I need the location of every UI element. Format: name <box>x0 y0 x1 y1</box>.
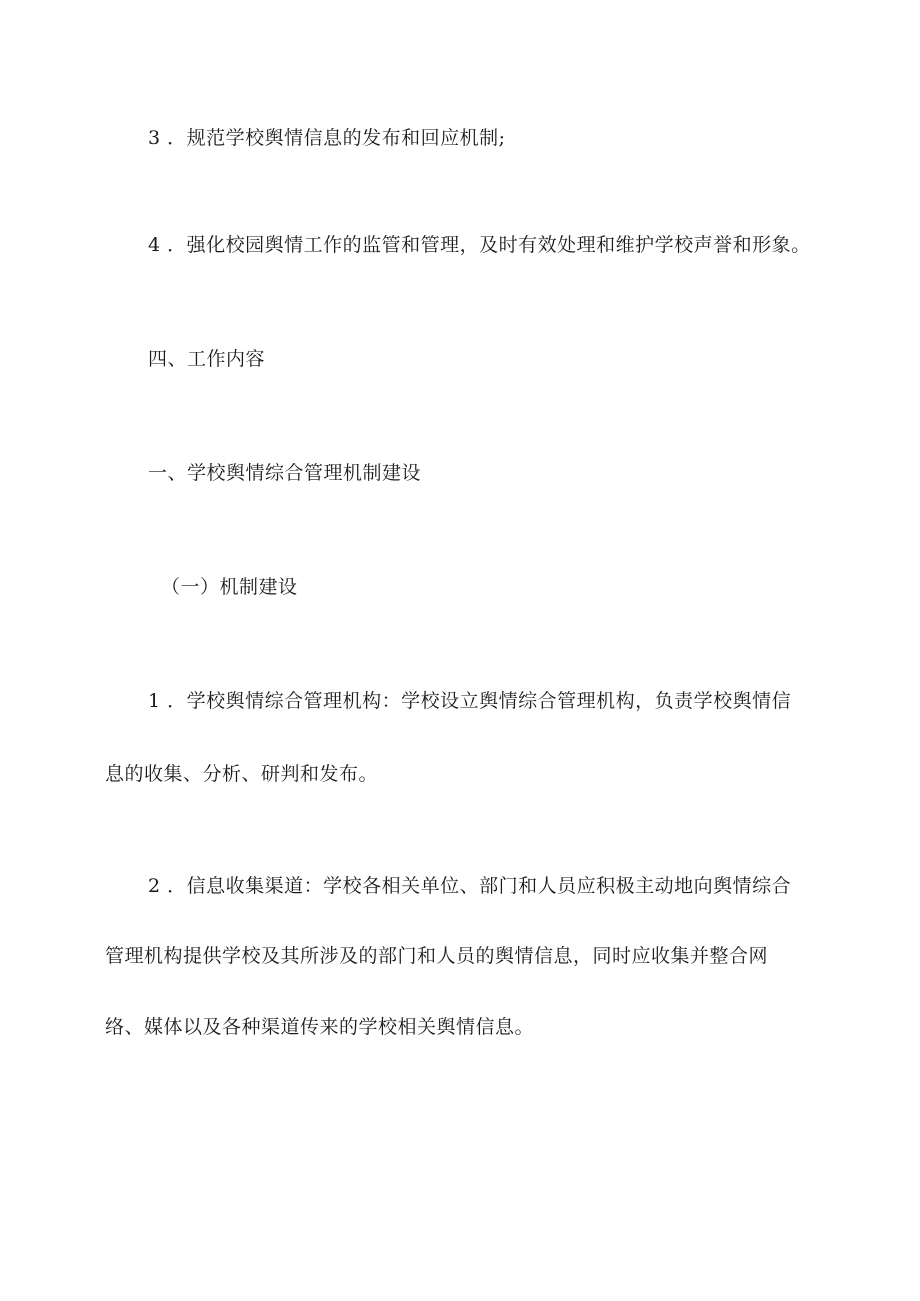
paragraph-item-1-line-2: 息的收集、分析、研判和发布。 <box>105 763 379 785</box>
subsection-heading-mechanism: （一）机制建设 <box>161 576 298 598</box>
section-heading-work-content: 四、工作内容 <box>148 348 266 370</box>
section-heading-mechanism-construction: 一、学校舆情综合管理机制建设 <box>148 462 422 484</box>
paragraph-item-4: 4 ．强化校园舆情工作的监管和管理，及时有效处理和维护学校声誉和形象。 <box>148 234 811 256</box>
paragraph-item-2-line-1: 2 ．信息收集渠道：学校各相关单位、部门和人员应积极主动地向舆情综合 <box>148 875 792 897</box>
paragraph-item-3: 3 ．规范学校舆情信息的发布和回应机制; <box>148 127 506 149</box>
paragraph-item-2-line-2: 管理机构提供学校及其所涉及的部门和人员的舆情信息，同时应收集并整合网 <box>105 945 769 967</box>
paragraph-item-2-line-3: 络、媒体以及各种渠道传来的学校相关舆情信息。 <box>105 1016 535 1038</box>
paragraph-item-1-line-1: 1 ．学校舆情综合管理机构：学校设立舆情综合管理机构，负责学校舆情信 <box>148 690 792 712</box>
